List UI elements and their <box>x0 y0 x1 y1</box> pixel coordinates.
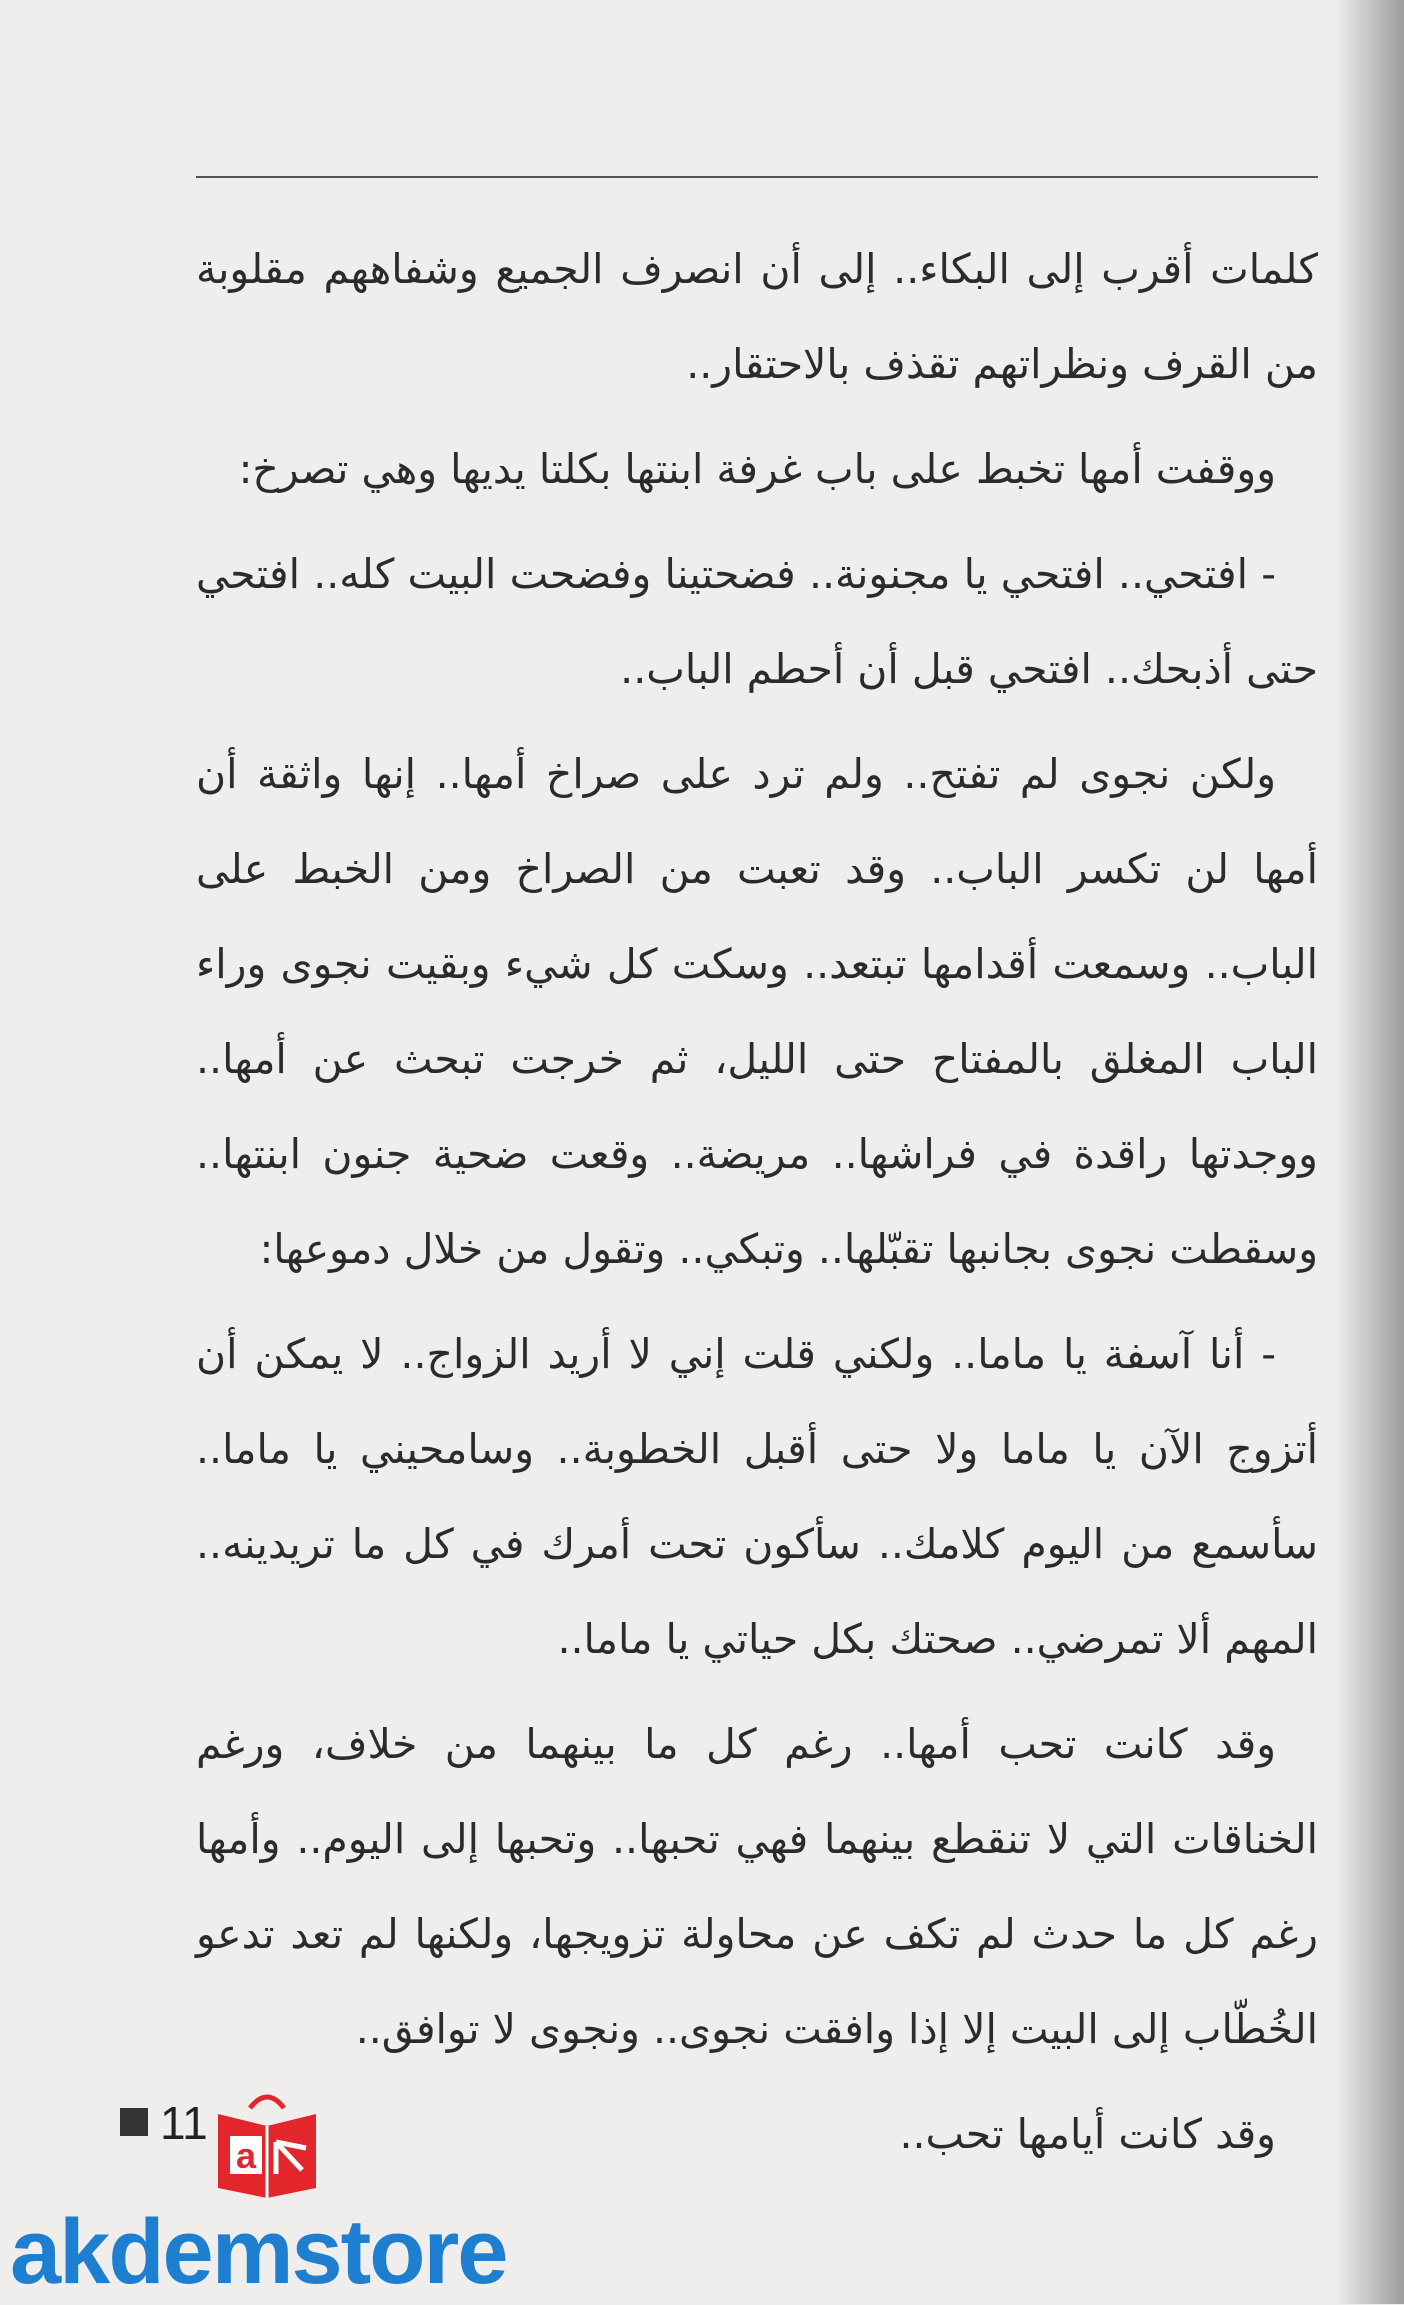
paragraph: وقد كانت تحب أمها.. رغم كل ما بينهما من خلاف، ورغم الخناقات التي لا تنقطع بينهما فهي تحبها.. وتحبها إلى اليوم.. وأمها رغم كل ما حدث لم تكف عن محاولة تزويجها، ولكنها لم تعد تدعو الخُطّاب إلى البيت إلا إذا وافقت نجوى.. ونجوى لا توافق.. <box>196 1720 1318 2053</box>
paragraph: - أنا آسفة يا ماما.. ولكني قلت إني لا أريد الزواج.. لا يمكن أن أتزوج الآن يا ماما ولا حتى أقبل الخطوبة.. وسامحيني يا ماما.. سأسمع من اليوم كلامك.. سأكون تحت أمرك في كل ما تريدينه.. المهم ألا تمرضي.. صحتك بكل حياتي يا ماما.. <box>196 1330 1318 1663</box>
paragraph: ووقفت أمها تخبط على باب غرفة ابنتها بكلتا يديها وهي تصرخ: <box>238 445 1276 493</box>
page-number-marker <box>120 2108 148 2136</box>
paragraph: - افتحي.. افتحي يا مجنونة.. فضحتينا وفضحت البيت كله.. افتحي حتى أذبحك.. افتحي قبل أن أحطم الباب.. <box>196 550 1318 693</box>
header-rule <box>196 176 1318 178</box>
paragraph: كلمات أقرب إلى البكاء.. إلى أن انصرف الجميع وشفاههم مقلوبة من القرف ونظراتهم تقذف بالاحتقار.. <box>196 245 1318 388</box>
store-logo-text: akdemstore <box>10 2201 507 2303</box>
book-logo-icon <box>214 2086 320 2198</box>
paragraph: وقد كانت أيامها تحب.. <box>899 2110 1276 2158</box>
page-edge-shadow <box>1334 0 1404 2304</box>
paragraph: ولكن نجوى لم تفتح.. ولم ترد على صراخ أمها.. إنها واثقة أن أمها لن تكسر الباب.. وقد تعبت من الصراخ ومن الخبط على الباب.. وسمعت أقدامها تبتعد.. وسكت كل شيء وبقيت نجوى وراء الباب المغلق بالمفتاح حتى الليل، ثم خرجت تبحث عن أمها.. ووجدتها راقدة في فراشها.. مريضة.. وقعت ضحية جنون ابنتها.. وسقطت نجوى بجانبها تقبّلها.. وتبكي.. وتقول من خلال دموعها: <box>196 750 1318 1273</box>
body-text <box>196 222 1318 2192</box>
logo-letter: a <box>235 2135 257 2176</box>
page-number: 11 <box>160 2097 208 2149</box>
